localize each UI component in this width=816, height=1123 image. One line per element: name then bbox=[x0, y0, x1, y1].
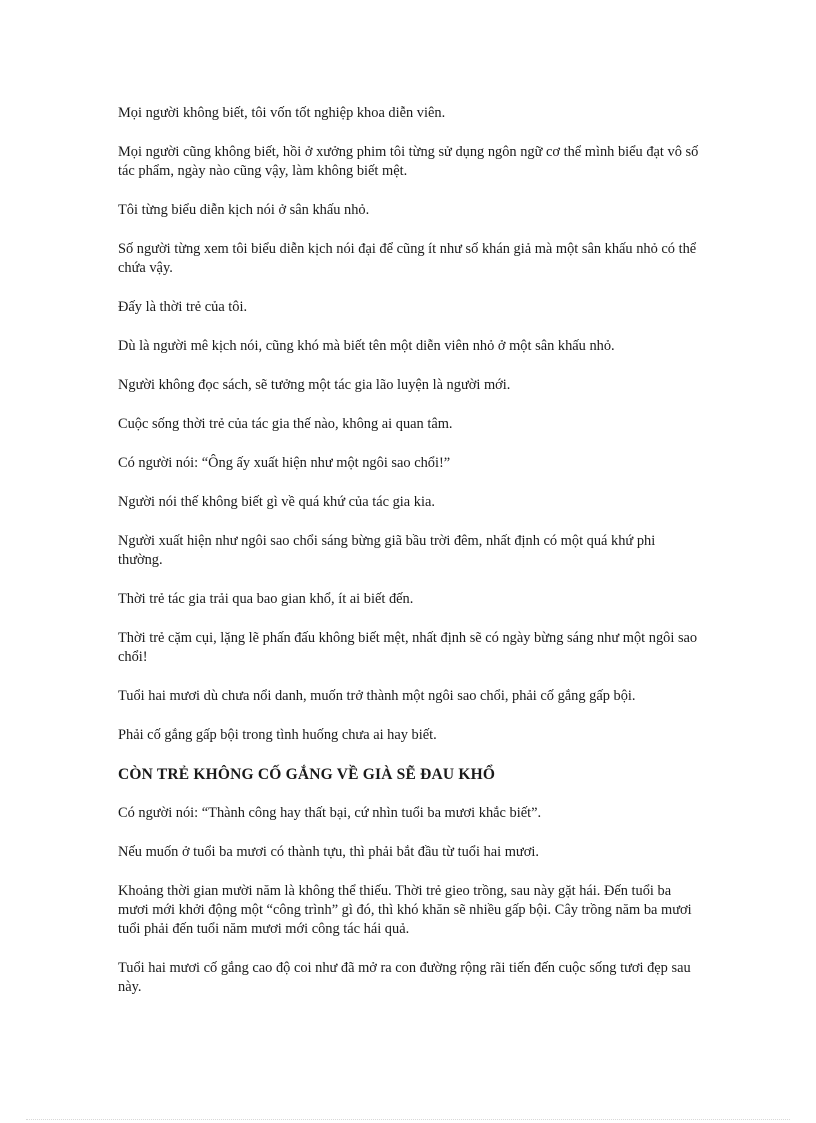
paragraph-4: Số người từng xem tôi biểu diễn kịch nói đại để cũng ít như số khán giả mà một sân khấu nhỏ có thể chứa vậy. bbox=[118, 241, 697, 276]
paragraph-5: Đấy là thời trẻ của tôi. bbox=[118, 299, 248, 315]
paragraph-3: Tôi từng biểu diễn kịch nói ở sân khấu nhỏ. bbox=[118, 202, 370, 218]
section-heading: CÒN TRẺ KHÔNG CỐ GẮNG VỀ GIÀ SẼ ĐAU KHỔ bbox=[118, 766, 496, 783]
paragraph-14: Tuổi hai mươi dù chưa nổi danh, muốn trở thành một ngôi sao chổi, phải cố gắng gấp bội. bbox=[118, 688, 636, 704]
paragraph-1: Mọi người không biết, tôi vốn tốt nghiệp khoa diễn viên. bbox=[118, 105, 446, 121]
paragraph-18: Khoảng thời gian mười năm là không thể thiếu. Thời trẻ gieo trồng, sau này gặt hái. Đến tuổi ba mươi mới khởi động một “công trình” gì đó, thì khó khăn sẽ nhiều gấp bội. Cây trồng năm ba mươi tuổi phải đến tuổi năm mươi mới công tác hái quả. bbox=[118, 883, 692, 937]
paragraph-2: Mọi người cũng không biết, hồi ở xưởng phim tôi từng sử dụng ngôn ngữ cơ thể mình biểu đạt vô số tác phẩm, ngày nào cũng vậy, làm không biết mệt. bbox=[118, 144, 699, 179]
paragraph-13: Thời trẻ cặm cụi, lặng lẽ phấn đấu không biết mệt, nhất định sẽ có ngày bừng sáng như một ngôi sao chổi! bbox=[118, 630, 698, 665]
paragraph-16: Có người nói: “Thành công hay thất bại, cứ nhìn tuổi ba mươi khắc biết”. bbox=[118, 805, 542, 821]
paragraph-12: Thời trẻ tác gia trải qua bao gian khổ, ít ai biết đến. bbox=[118, 591, 414, 607]
paragraph-15: Phải cố gắng gấp bội trong tình huống chưa ai hay biết. bbox=[118, 727, 437, 743]
paragraph-10: Người nói thế không biết gì về quá khứ của tác gia kia. bbox=[118, 494, 435, 510]
page-bottom-divider bbox=[26, 1119, 790, 1120]
paragraph-8: Cuộc sống thời trẻ của tác gia thế nào, không ai quan tâm. bbox=[118, 416, 453, 432]
paragraph-6: Dù là người mê kịch nói, cũng khó mà biết tên một diễn viên nhỏ ở một sân khấu nhỏ. bbox=[118, 338, 615, 354]
paragraph-17: Nếu muốn ở tuổi ba mươi có thành tựu, thì phải bắt đầu từ tuổi hai mươi. bbox=[118, 844, 539, 860]
paragraph-11: Người xuất hiện như ngôi sao chổi sáng bừng giã bầu trời đêm, nhất định có một quá khứ phi thường. bbox=[118, 533, 656, 568]
paragraph-19: Tuổi hai mươi cố gắng cao độ coi như đã mở ra con đường rộng rãi tiến đến cuộc sống tươi đẹp sau này. bbox=[118, 960, 691, 995]
document-body bbox=[118, 104, 700, 1017]
paragraph-9: Có người nói: “Ông ấy xuất hiện như một ngôi sao chổi!” bbox=[118, 455, 451, 471]
paragraph-7: Người không đọc sách, sẽ tưởng một tác gia lão luyện là người mới. bbox=[118, 377, 511, 393]
